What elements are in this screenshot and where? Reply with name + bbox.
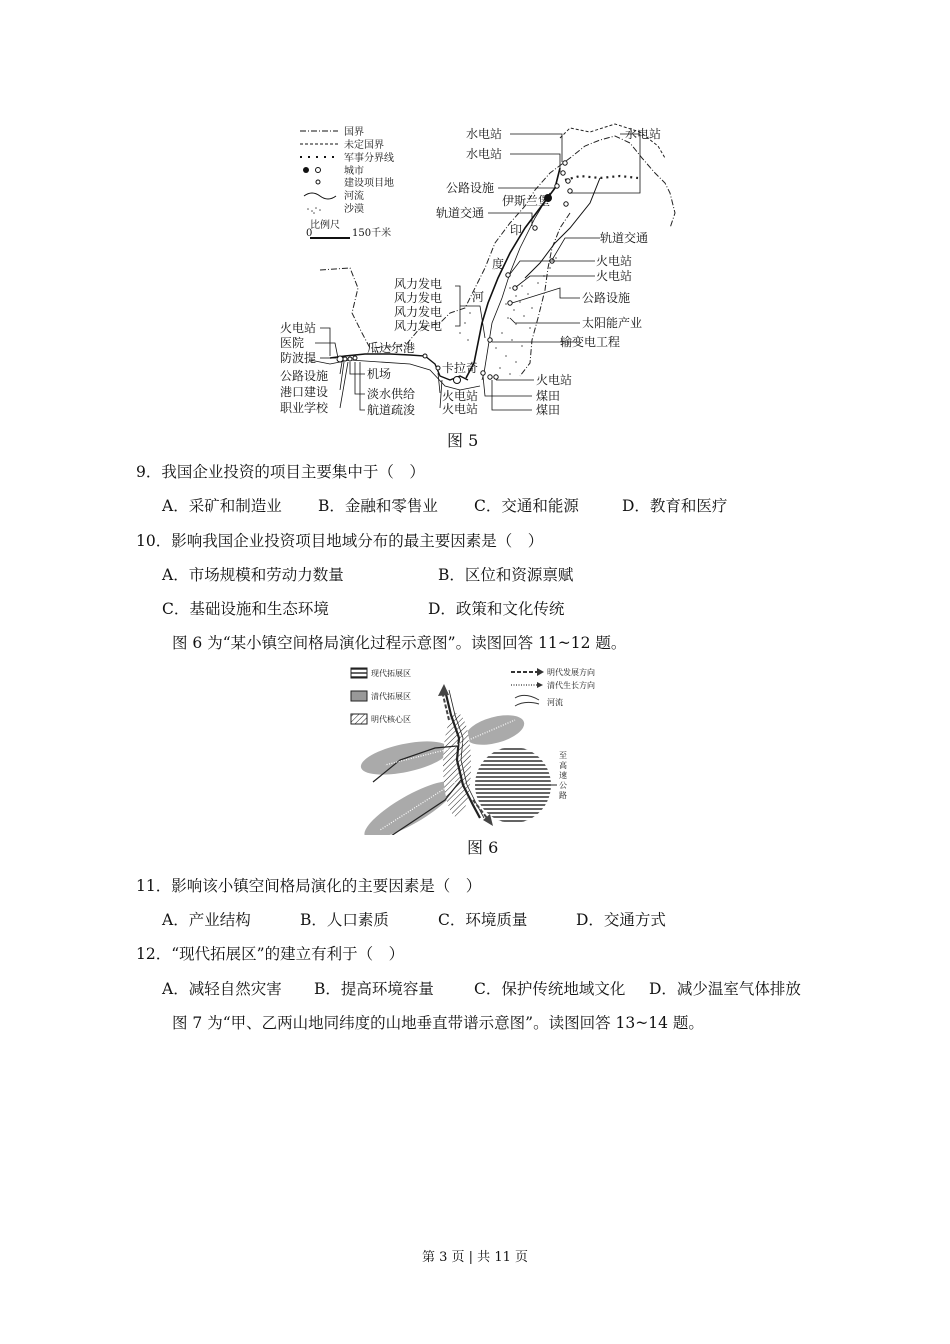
ming-core-zone (443, 713, 471, 817)
label-islamabad: 伊斯兰堡 (502, 194, 551, 208)
legend-scale-title: 比例尺 (310, 220, 340, 231)
question-12-option-a: A．减轻自然灾害 (162, 980, 282, 998)
label-road-1: 公路设施 (446, 181, 495, 195)
question-11-option-a: A．产业结构 (162, 911, 251, 929)
label-he: 河 (472, 290, 485, 304)
fig6-legend-modern: 现代拓展区 (371, 669, 411, 678)
svg-text:至: 至 (559, 751, 567, 760)
label-left-road: 公路设施 (280, 369, 329, 383)
label-thermal-3: 火电站 (536, 373, 573, 387)
label-left-thermal: 火电站 (280, 321, 317, 335)
figure7-intro: 图 7 为“甲、乙两山地同纬度的山地垂直带谱示意图”。读图回答 13~14 题。 (172, 1014, 704, 1032)
label-power-grid: 输变电工程 (560, 335, 621, 349)
fig6-legend-qing: 清代拓展区 (371, 692, 411, 701)
svg-text:路: 路 (559, 791, 567, 800)
question-9-stem: 9．我国企业投资的项目主要集中于（ ） (136, 463, 425, 481)
legend-desert: 沙漠 (344, 204, 364, 215)
label-coal-1: 煤田 (536, 389, 561, 403)
modern-expansion-zone (475, 747, 551, 823)
label-rail-2: 轨道交通 (600, 231, 649, 245)
question-11-option-b: B．人口素质 (300, 911, 389, 929)
fig6-legend-qing-direction: 清代生长方向 (547, 681, 595, 690)
qing-zone-northeast (463, 710, 528, 751)
question-12-option-b: B．提高环境容量 (314, 980, 434, 998)
label-hydro-2: 水电站 (466, 147, 503, 161)
label-wind-3: 风力发电 (394, 305, 443, 319)
label-airport: 机场 (367, 367, 392, 381)
label-thermal-2: 火电站 (596, 269, 633, 283)
fig6-legend-ming: 明代核心区 (371, 715, 411, 724)
figure5-caption: 图 5 (447, 431, 479, 450)
legend-river: 河流 (344, 191, 364, 202)
label-solar: 太阳能产业 (582, 316, 643, 330)
question-12-option-c: C．保护传统地域文化 (474, 980, 626, 998)
question-9-option-b: B．金融和零售业 (318, 497, 438, 515)
svg-text:公: 公 (559, 781, 567, 790)
figure6-caption: 图 6 (467, 838, 499, 857)
karachi-city-icon (454, 377, 461, 384)
label-bottom-thermal-2: 火电站 (442, 402, 479, 416)
legend-military-line: 军事分界线 (344, 153, 394, 164)
military-line (565, 176, 638, 180)
label-dredging: 航道疏浚 (367, 403, 416, 417)
question-10-option-b: B．区位和资源禀赋 (438, 566, 574, 584)
legend-national-border: 国界 (344, 127, 364, 138)
fig6-legend-ming-direction: 明代发展方向 (547, 668, 595, 677)
question-10-option-a: A．市场规模和劳动力数量 (162, 566, 344, 584)
label-thermal-1: 火电站 (596, 254, 633, 268)
label-rail-1: 轨道交通 (436, 206, 485, 220)
legend-undefined-border: 未定国界 (344, 140, 384, 151)
label-karachi: 卡拉奇 (442, 361, 479, 375)
label-hydro-1: 水电站 (466, 127, 503, 141)
label-gwadar: 瓜达尔港 (367, 341, 416, 355)
label-water: 淡水供给 (367, 387, 416, 401)
label-vocational: 职业学校 (280, 401, 329, 415)
question-12-stem: 12．“现代拓展区”的建立有利于（ ） (136, 945, 405, 963)
figure5-legend (300, 126, 394, 239)
figure6-diagram (345, 660, 605, 835)
label-wind-4: 风力发电 (394, 319, 443, 333)
label-yin: 印 (510, 223, 523, 237)
legend-scale-value: 150千米 (352, 228, 392, 239)
legend-scale-zero: 0 (306, 228, 313, 239)
figure6-intro: 图 6 为“某小镇空间格局演化过程示意图”。读图回答 11~12 题。 (172, 634, 627, 652)
legend-project-site: 建设项目地 (344, 178, 394, 189)
fig6-legend-river: 河流 (547, 698, 563, 707)
label-hydro-3: 水电站 (625, 127, 662, 141)
label-coal-2: 煤田 (536, 403, 561, 417)
page-footer: 第 3 页 | 共 11 页 (422, 1250, 528, 1265)
legend-city: 城市 (344, 166, 364, 177)
question-11-option-c: C．环境质量 (438, 911, 528, 929)
label-port: 港口建设 (280, 385, 329, 399)
label-road-2: 公路设施 (582, 291, 631, 305)
label-breakwater: 防波提 (280, 351, 317, 365)
question-12-option-d: D．减少温室气体排放 (649, 980, 801, 998)
question-9-option-a: A．采矿和制造业 (162, 497, 282, 515)
question-9-option-d: D．教育和医疗 (622, 497, 728, 515)
label-hospital: 医院 (280, 336, 305, 350)
fig6-road-label (559, 751, 567, 800)
question-11-option-d: D．交通方式 (576, 911, 666, 929)
label-wind-2: 风力发电 (394, 291, 443, 305)
question-10-option-d: D．政策和文化传统 (428, 600, 565, 618)
svg-text:高: 高 (559, 761, 567, 770)
question-10-stem: 10．影响我国企业投资项目地域分布的最主要因素是（ ） (136, 532, 544, 550)
label-wind-1: 风力发电 (394, 277, 443, 291)
question-9-option-c: C．交通和能源 (474, 497, 579, 515)
label-bottom-thermal-1: 火电站 (442, 389, 479, 403)
question-10-option-c: C．基础设施和生态环境 (162, 600, 329, 618)
figure5-map (270, 118, 690, 423)
question-11-stem: 11．影响该小镇空间格局演化的主要因素是（ ） (136, 877, 482, 895)
label-du: 度 (492, 257, 505, 271)
svg-text:速: 速 (559, 771, 567, 780)
